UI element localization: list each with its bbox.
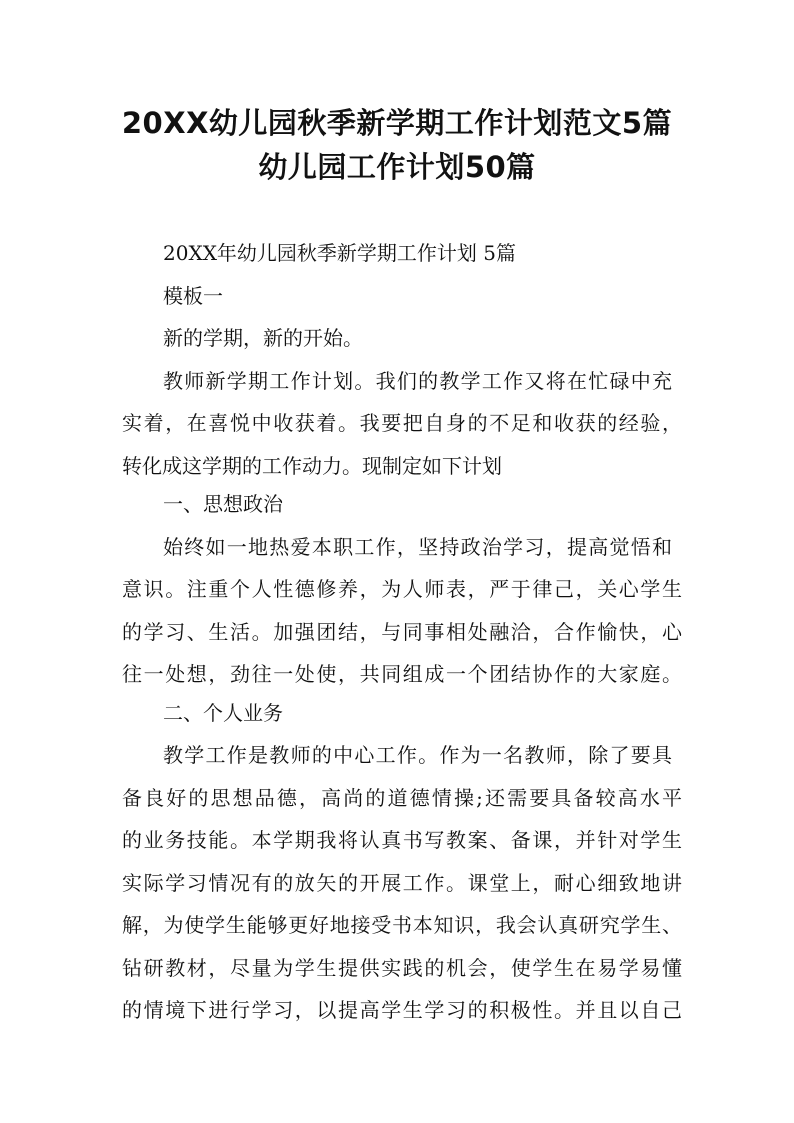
paragraph-line: 解，为使学生能够更好地接受书本知识，我会认真研究学生、 [122,913,682,937]
paragraph-line: 转化成这学期的工作动力。现制定如下计划 [122,454,502,478]
paragraph-line: 实际学习情况有的放矢的开展工作。课堂上，耐心细致地讲 [122,871,682,895]
subsection-heading: 二、个人业务 [163,701,283,725]
document-title-line-2: 幼儿园工作计划50篇 [258,150,536,184]
paragraph-line: 实着，在喜悦中收获着。我要把自身的不足和收获的经验， [122,411,682,435]
document-title-line-1: 20XX幼儿园秋季新学期工作计划范文5篇 [121,106,673,140]
paragraph-line: 的学习、生活。加强团结，与同事相处融洽，合作愉快，心 [122,620,682,644]
paragraph-line: 意识。注重个人性德修养，为人师表，严于律己，关心学生 [122,577,682,601]
paragraph-line: 的情境下进行学习，以提高学生学习的积极性。并且以自己 [122,998,682,1022]
paragraph-line: 钻研教材，尽量为学生提供实践的机会，使学生在易学易懂 [122,956,682,980]
paragraph-line: 的业务技能。本学期我将认真书写教案、备课，并针对学生 [122,828,682,852]
paragraph-line: 备良好的思想品德，高尚的道德情操;还需要具备较高水平 [122,786,682,810]
paragraph-line: 教师新学期工作计划。我们的教学工作又将在忙碌中充 [163,369,672,393]
subsection-heading: 一、思想政治 [163,492,283,516]
paragraph-line: 教学工作是教师的中心工作。作为一名教师，除了要具 [163,743,672,767]
paragraph-line: 往一处想，劲往一处使，共同组成一个团结协作的大家庭。 [122,662,682,686]
section-heading: 20XX年幼儿园秋季新学期工作计划 5篇 [163,241,517,265]
paragraph-line: 新的学期，新的开始。 [163,326,363,350]
template-label: 模板一 [163,284,223,308]
paragraph-line: 始终如一地热爱本职工作，坚持政治学习，提高觉悟和 [163,535,672,559]
